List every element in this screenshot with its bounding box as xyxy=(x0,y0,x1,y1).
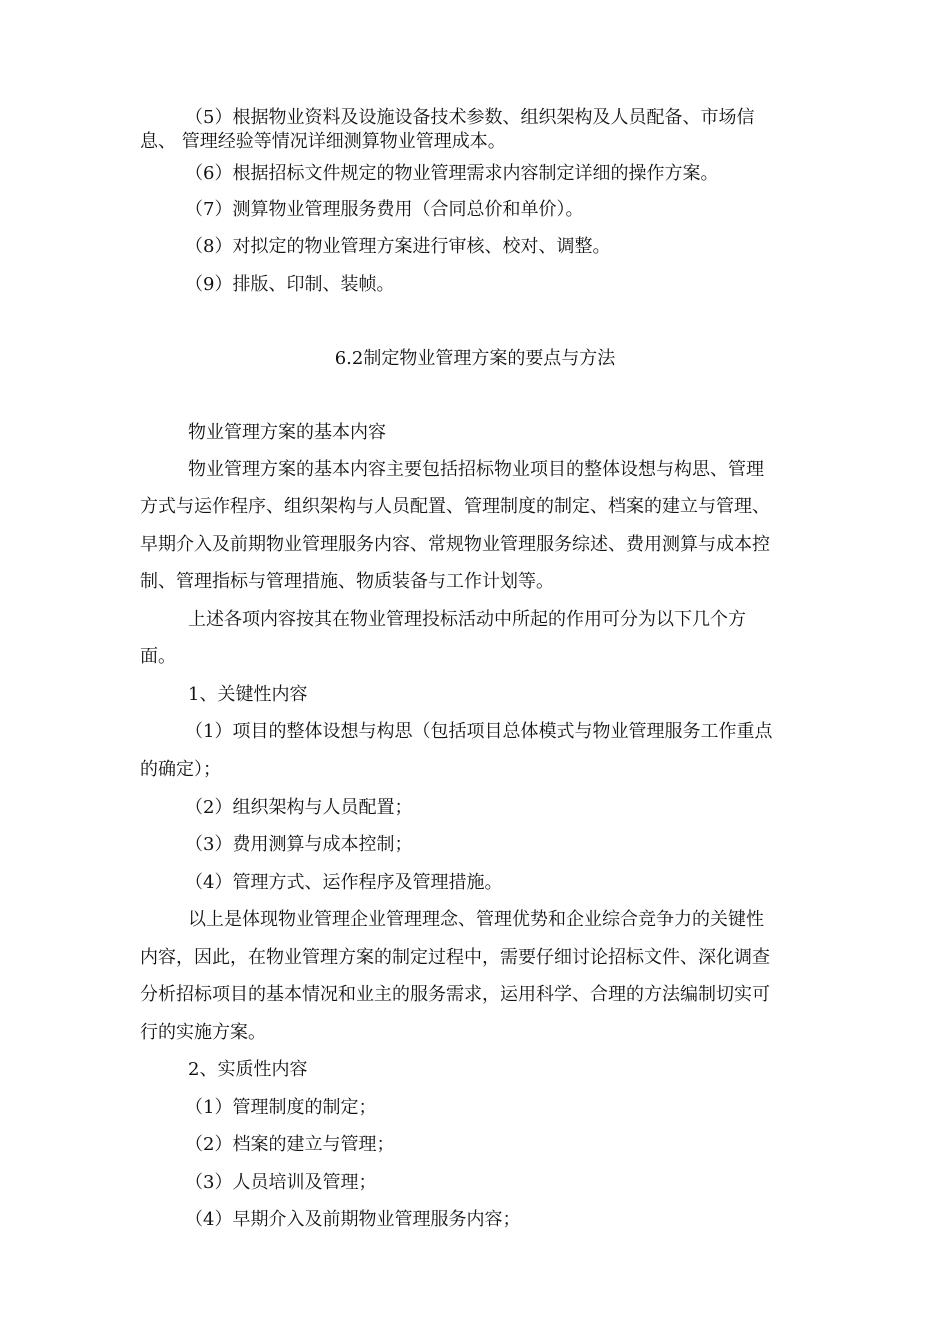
step-5-line-1: （5）根据物业资料及设施设备技术参数、组织架构及人员配备、市场信 xyxy=(185,107,755,128)
key-item-1-line-2: 的确定）； xyxy=(140,759,221,780)
substantive-item-2: （2）档案的建立与管理； xyxy=(185,1134,395,1155)
section-title: 6.2制定物业管理方案的要点与方法 xyxy=(334,348,616,369)
paragraph3-line-1: 以上是体现物业管理企业管理理念、管理优势和企业综合竞争力的关键性 xyxy=(188,909,764,930)
key-item-2: （2）组织架构与人员配置； xyxy=(185,797,413,818)
key-item-4: （4）管理方式、运作程序及管理措施。 xyxy=(185,872,503,893)
substantive-item-4: （4）早期介入及前期物业管理服务内容； xyxy=(185,1209,521,1230)
paragraph1-line-1: 物业管理方案的基本内容主要包括招标物业项目的整体设想与构思、管理 xyxy=(188,459,764,480)
substantive-item-1: （1）管理制度的制定； xyxy=(185,1097,377,1118)
paragraph1-line-4: 制、管理指标与管理措施、物质装备与工作计划等。 xyxy=(140,571,554,592)
key-item-1-line-1: （1）项目的整体设想与构思（包括项目总体模式与物业管理服务工作重点 xyxy=(185,721,773,742)
substantive-content-heading: 2、实质性内容 xyxy=(188,1059,308,1080)
paragraph1-line-3: 早期介入及前期物业管理服务内容、常规物业管理服务综述、费用测算与成本控 xyxy=(140,534,770,555)
substantive-item-3: （3）人员培训及管理； xyxy=(185,1172,377,1193)
subheading: 物业管理方案的基本内容 xyxy=(188,422,386,443)
step-8: （8）对拟定的物业管理方案进行审核、校对、调整。 xyxy=(185,236,611,257)
step-7: （7）测算物业管理服务费用（合同总价和单价）。 xyxy=(185,199,584,220)
step-5-line-2: 息、 管理经验等情况详细测算物业管理成本。 xyxy=(140,131,506,152)
paragraph3-line-4: 行的实施方案。 xyxy=(140,1022,266,1043)
step-6: （6）根据招标文件规定的物业管理需求内容制定详细的操作方案。 xyxy=(185,163,719,184)
paragraph2-line-2: 面。 xyxy=(140,646,176,667)
key-item-3: （3）费用测算与成本控制； xyxy=(185,834,413,855)
paragraph3-line-2: 内容，因此，在物业管理方案的制定过程中，需要仔细讨论招标文件、深化调查 xyxy=(140,947,770,968)
paragraph3-line-3: 分析招标项目的基本情况和业主的服务需求，运用科学、合理的方法编制切实可 xyxy=(140,984,770,1005)
key-content-heading: 1、关键性内容 xyxy=(188,684,308,705)
paragraph2-line-1: 上述各项内容按其在物业管理投标活动中所起的作用可分为以下几个方 xyxy=(188,609,746,630)
paragraph1-line-2: 方式与运作程序、组织架构与人员配置、管理制度的制定、档案的建立与管理、 xyxy=(140,496,770,517)
step-9: （9）排版、印制、装帧。 xyxy=(185,274,395,295)
